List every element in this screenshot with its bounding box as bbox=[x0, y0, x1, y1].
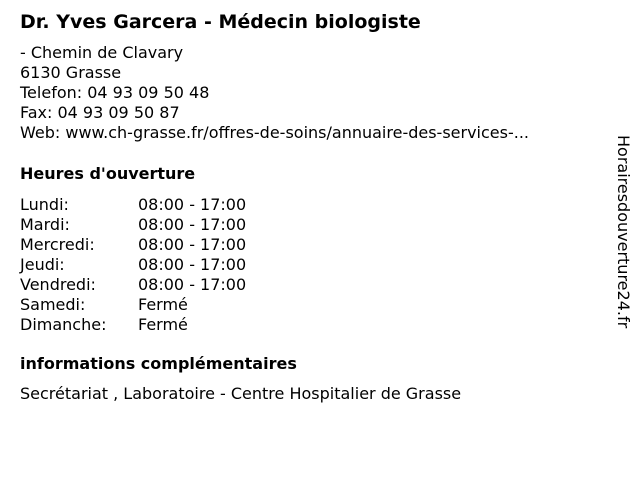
hours-row-tuesday bbox=[20, 215, 246, 235]
day-label: Vendredi: bbox=[20, 275, 96, 294]
city-address: 6130 Grasse bbox=[20, 63, 122, 82]
hours-row-friday bbox=[20, 275, 246, 295]
day-hours: 08:00 - 17:00 bbox=[138, 275, 247, 294]
day-hours: 08:00 - 17:00 bbox=[138, 215, 247, 234]
day-label: Lundi: bbox=[20, 195, 69, 214]
street-address: - Chemin de Clavary bbox=[20, 43, 184, 62]
day-label: Dimanche: bbox=[20, 315, 107, 334]
hours-row-wednesday bbox=[20, 235, 246, 255]
page-title: Dr. Yves Garcera - Médecin biologiste bbox=[20, 11, 421, 33]
phone-number: Telefon: 04 93 09 50 48 bbox=[20, 83, 210, 102]
hours-row-monday bbox=[20, 195, 246, 215]
website-line bbox=[20, 123, 529, 143]
day-hours: 08:00 - 17:00 bbox=[138, 235, 247, 254]
day-label: Mardi: bbox=[20, 215, 70, 234]
day-hours: Fermé bbox=[138, 295, 188, 314]
opening-hours-heading: Heures d'ouverture bbox=[20, 164, 196, 183]
website-link[interactable]: www.ch-grasse.fr/offres-de-soins/annuaire-des-services-... bbox=[65, 123, 529, 142]
hours-row-sunday bbox=[20, 315, 246, 335]
additional-info-text: Secrétariat , Laboratoire - Centre Hospitalier de Grasse bbox=[20, 384, 462, 403]
hours-row-saturday bbox=[20, 295, 246, 315]
watermark bbox=[610, 135, 636, 385]
day-hours: Fermé bbox=[138, 315, 188, 334]
day-label: Mercredi: bbox=[20, 235, 95, 254]
day-label: Samedi: bbox=[20, 295, 86, 314]
day-label: Jeudi: bbox=[20, 255, 65, 274]
day-hours: 08:00 - 17:00 bbox=[138, 255, 247, 274]
additional-info-heading: informations complémentaires bbox=[20, 354, 297, 373]
address-block bbox=[20, 43, 529, 143]
watermark-text: Horairesdouverture24.fr bbox=[614, 135, 633, 329]
hours-row-thursday bbox=[20, 255, 246, 275]
fax-number: Fax: 04 93 09 50 87 bbox=[20, 103, 180, 122]
day-hours: 08:00 - 17:00 bbox=[138, 195, 247, 214]
website-label: Web: bbox=[20, 123, 66, 142]
opening-hours-table bbox=[20, 195, 246, 335]
